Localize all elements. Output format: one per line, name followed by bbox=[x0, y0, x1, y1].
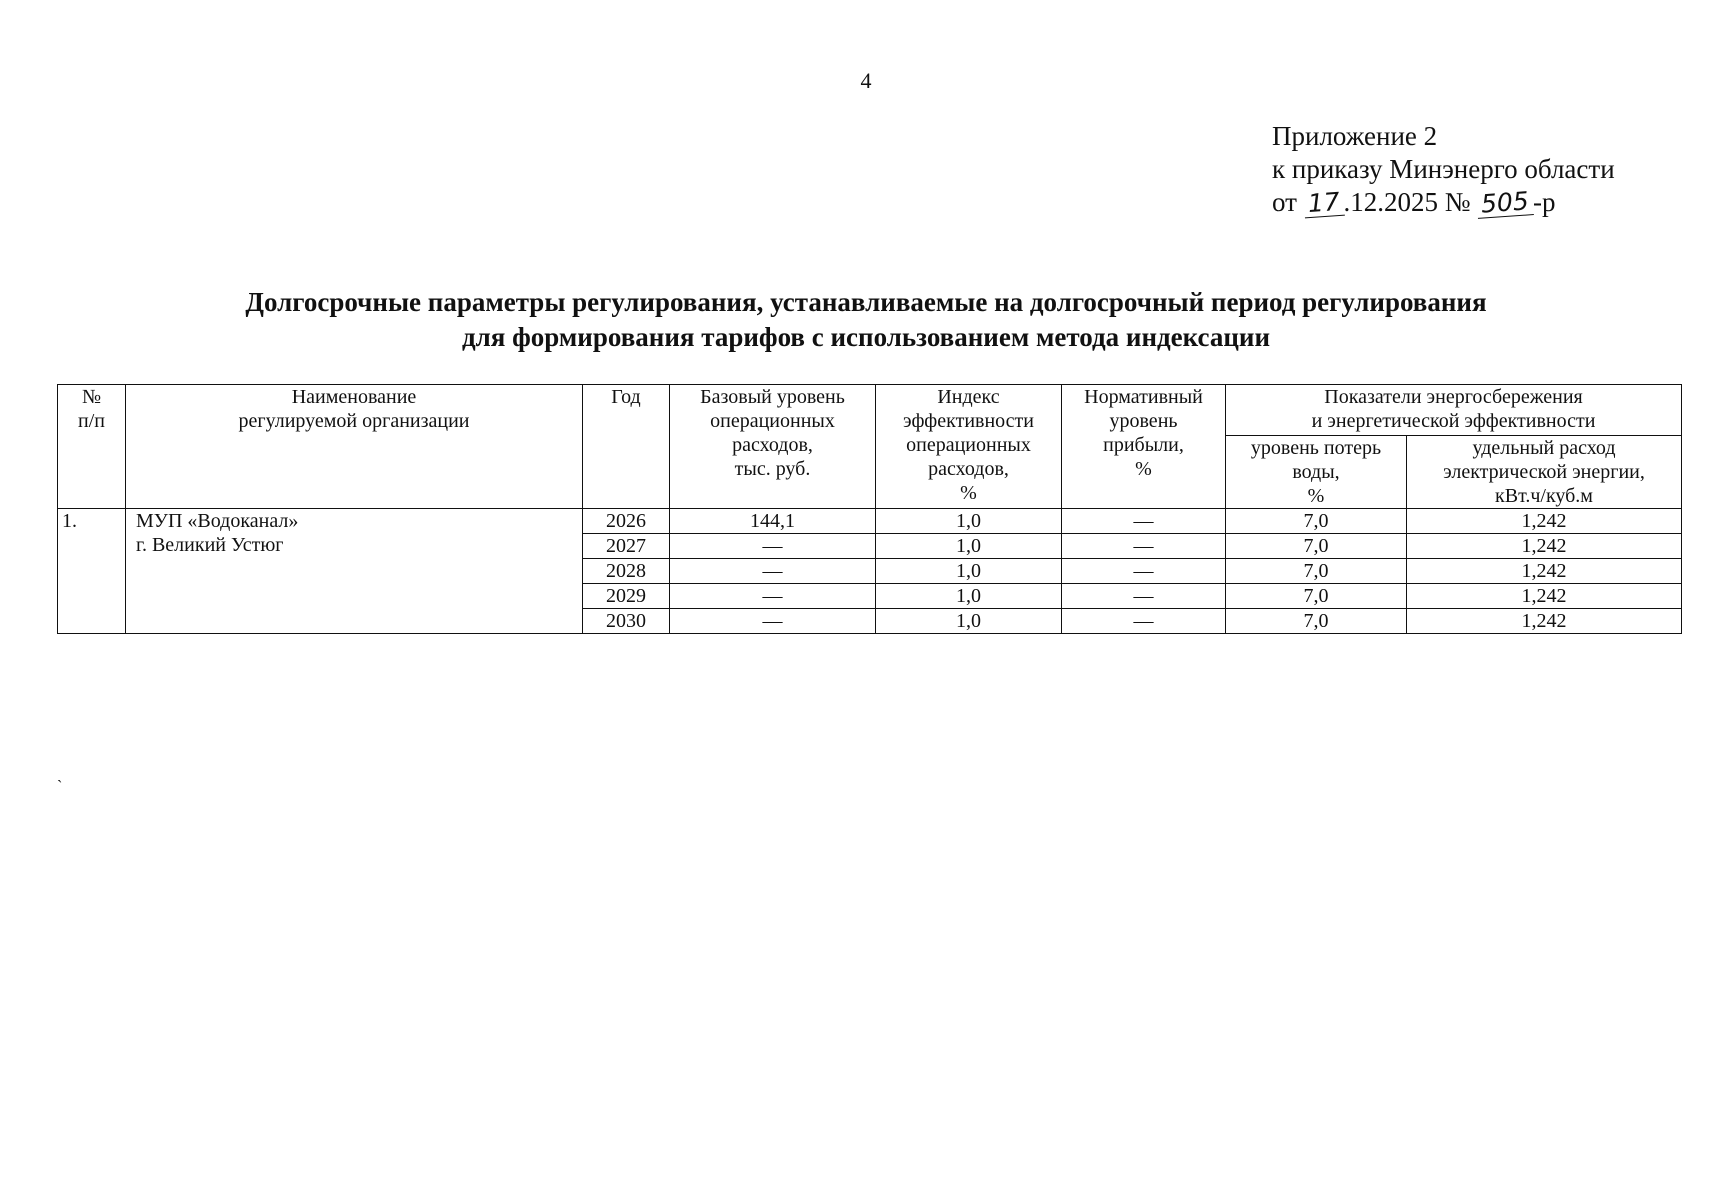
header-organization: Наименование регулируемой организации bbox=[126, 385, 583, 509]
losses-cell: 7,0 bbox=[1226, 509, 1407, 534]
base-cell: — bbox=[670, 534, 876, 559]
header-energy-indicators: Показатели энергосбережения и энергетической эффективности bbox=[1226, 385, 1682, 436]
losses-cell: 7,0 bbox=[1226, 609, 1407, 634]
table-row bbox=[58, 509, 1682, 534]
header-number: № п/п bbox=[58, 385, 126, 509]
power-cell: 1,242 bbox=[1407, 534, 1682, 559]
order-suffix: -р bbox=[1533, 187, 1556, 217]
index-cell: 1,0 bbox=[876, 609, 1062, 634]
organization-city: г. Великий Устюг bbox=[136, 534, 284, 556]
losses-cell: 7,0 bbox=[1226, 584, 1407, 609]
organization-cell bbox=[126, 509, 583, 634]
losses-cell: 7,0 bbox=[1226, 559, 1407, 584]
profit-cell: — bbox=[1062, 534, 1226, 559]
year-cell: 2026 bbox=[583, 509, 670, 534]
base-cell: — bbox=[670, 609, 876, 634]
index-cell: 1,0 bbox=[876, 559, 1062, 584]
organization-name: МУП «Водоканал» bbox=[136, 510, 299, 532]
title-line-2: для формирования тарифов с использованием метода индексации bbox=[461, 322, 1271, 352]
header-efficiency-index: Индекс эффективности операционных расходов, % bbox=[876, 385, 1062, 509]
page-number: 4 bbox=[860, 68, 872, 93]
parameters-table bbox=[57, 384, 1682, 634]
handwritten-order-number: 505 bbox=[1476, 188, 1533, 219]
header-row-1 bbox=[58, 385, 1682, 436]
title-line-1: Долгосрочные параметры регулирования, устанавливаемые на долгосрочный период регулирования bbox=[245, 287, 1487, 317]
index-cell: 1,0 bbox=[876, 509, 1062, 534]
header-water-losses: уровень потерь воды, % bbox=[1226, 436, 1407, 509]
profit-cell: — bbox=[1062, 609, 1226, 634]
index-cell: 1,0 bbox=[876, 584, 1062, 609]
year-cell: 2028 bbox=[583, 559, 670, 584]
year-cell: 2027 bbox=[583, 534, 670, 559]
header-year: Год bbox=[583, 385, 670, 509]
appendix-block bbox=[1272, 120, 1615, 219]
power-cell: 1,242 bbox=[1407, 559, 1682, 584]
appendix-date-line bbox=[1272, 186, 1615, 219]
index-cell: 1,0 bbox=[876, 534, 1062, 559]
handwritten-day: 17 bbox=[1303, 189, 1345, 219]
power-cell: 1,242 bbox=[1407, 584, 1682, 609]
row-number-cell: 1. bbox=[58, 509, 126, 634]
profit-cell: — bbox=[1062, 509, 1226, 534]
header-power-consumption: удельный расход электрической энергии, кВт.ч/куб.м bbox=[1407, 436, 1682, 509]
appendix-line-2: к приказу Минэнерго области bbox=[1272, 154, 1615, 184]
base-cell: — bbox=[670, 584, 876, 609]
header-base-level: Базовый уровень операционных расходов, тыс. руб. bbox=[670, 385, 876, 509]
power-cell: 1,242 bbox=[1407, 609, 1682, 634]
date-rest: .12.2025 № bbox=[1343, 187, 1471, 217]
profit-cell: — bbox=[1062, 559, 1226, 584]
profit-cell: — bbox=[1062, 584, 1226, 609]
power-cell: 1,242 bbox=[1407, 509, 1682, 534]
appendix-line-1: Приложение 2 bbox=[1272, 121, 1438, 151]
date-prefix: от bbox=[1272, 187, 1297, 217]
document-title bbox=[0, 285, 1732, 355]
year-cell: 2029 bbox=[583, 584, 670, 609]
base-cell: — bbox=[670, 559, 876, 584]
losses-cell: 7,0 bbox=[1226, 534, 1407, 559]
stray-mark: ` bbox=[57, 778, 63, 795]
year-cell: 2030 bbox=[583, 609, 670, 634]
base-cell: 144,1 bbox=[670, 509, 876, 534]
header-normative-profit: Нормативный уровень прибыли, % bbox=[1062, 385, 1226, 509]
